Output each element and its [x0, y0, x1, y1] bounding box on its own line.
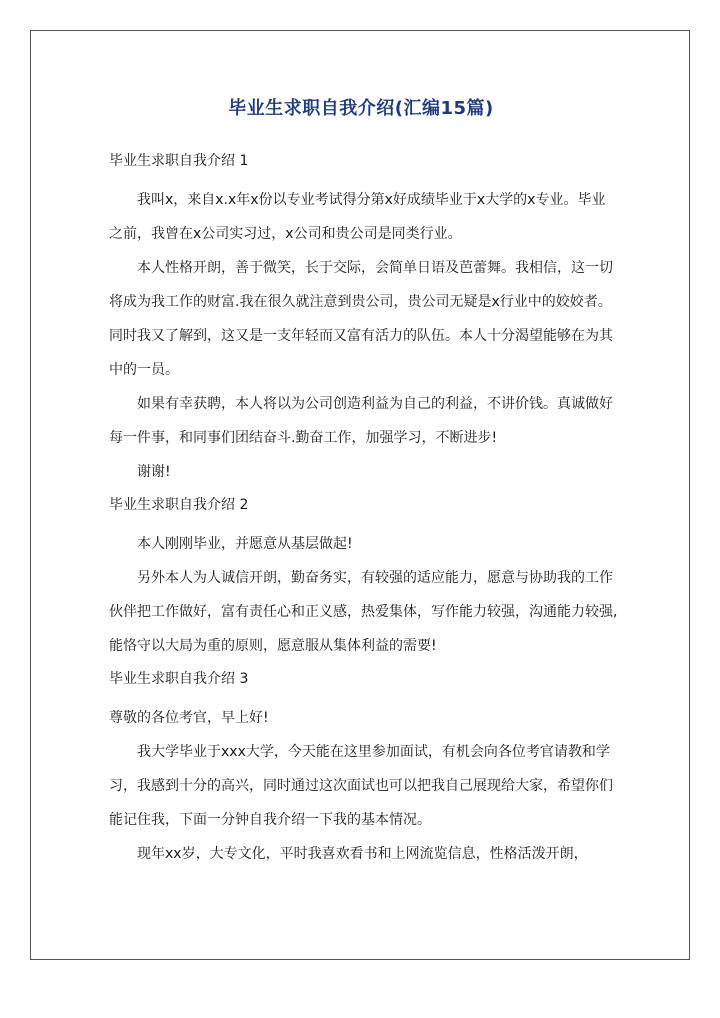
paragraph: 如果有幸获聘，本人将以为公司创造利益为自己的利益，不讲价钱。真诚做好每一件事，和同事们团结奋斗.勤奋工作，加强学习，不断进步!: [109, 396, 613, 446]
section-heading: 毕业生求职自我介绍 3: [109, 671, 249, 687]
paragraph: 现年xx岁，大专文化，平时我喜欢看书和上网流览信息，性格活泼开朗，: [137, 846, 588, 862]
greeting-line: 尊敬的各位考官，早上好!: [109, 710, 269, 726]
section-1: [109, 151, 619, 489]
document-title: 毕业生求职自我介绍(汇编15篇): [228, 98, 494, 119]
section-heading: 毕业生求职自我介绍 1: [109, 153, 249, 169]
paragraph: 本人刚刚毕业，并愿意从基层做起!: [137, 536, 353, 552]
paragraph: 我叫x，来自x.x年x份以专业考试得分第x好成绩毕业于x大学的x专业。毕业之前，我曾在x公司实习过，x公司和贵公司是同类行业。: [109, 192, 606, 242]
paragraph: 另外本人为人诚信开朗，勤奋务实，有较强的适应能力，愿意与协助我的工作伙伴把工作做好，富有责任心和正义感，热爱集体，写作能力较强，沟通能力较强,能恪守以大局为重的原则，愿意服从集体利益的需要!: [109, 570, 618, 654]
paragraph: 我大学毕业于xxx大学，今天能在这里参加面试，有机会向各位考官请教和学习，我感到十分的高兴，同时通过这次面试也可以把我自己展现给大家，希望你们能记住我，下面一分钟自我介绍一下我的基本情况。: [109, 744, 613, 828]
document-body: [109, 151, 619, 871]
document-page: [30, 30, 690, 960]
section-heading: 毕业生求职自我介绍 2: [109, 497, 249, 513]
section-3: [109, 669, 619, 871]
section-2: [109, 495, 619, 663]
paragraph: 本人性格开朗，善于微笑，长于交际，会简单日语及芭蕾舞。我相信，这一切将成为我工作的财富.我在很久就注意到贵公司，贵公司无疑是x行业中的姣姣者。同时我又了解到，这又是一支年轻而又富有活力的队伍。本人十分渴望能够在为其中的一员。: [109, 260, 613, 378]
paragraph: 谢谢!: [137, 464, 171, 480]
